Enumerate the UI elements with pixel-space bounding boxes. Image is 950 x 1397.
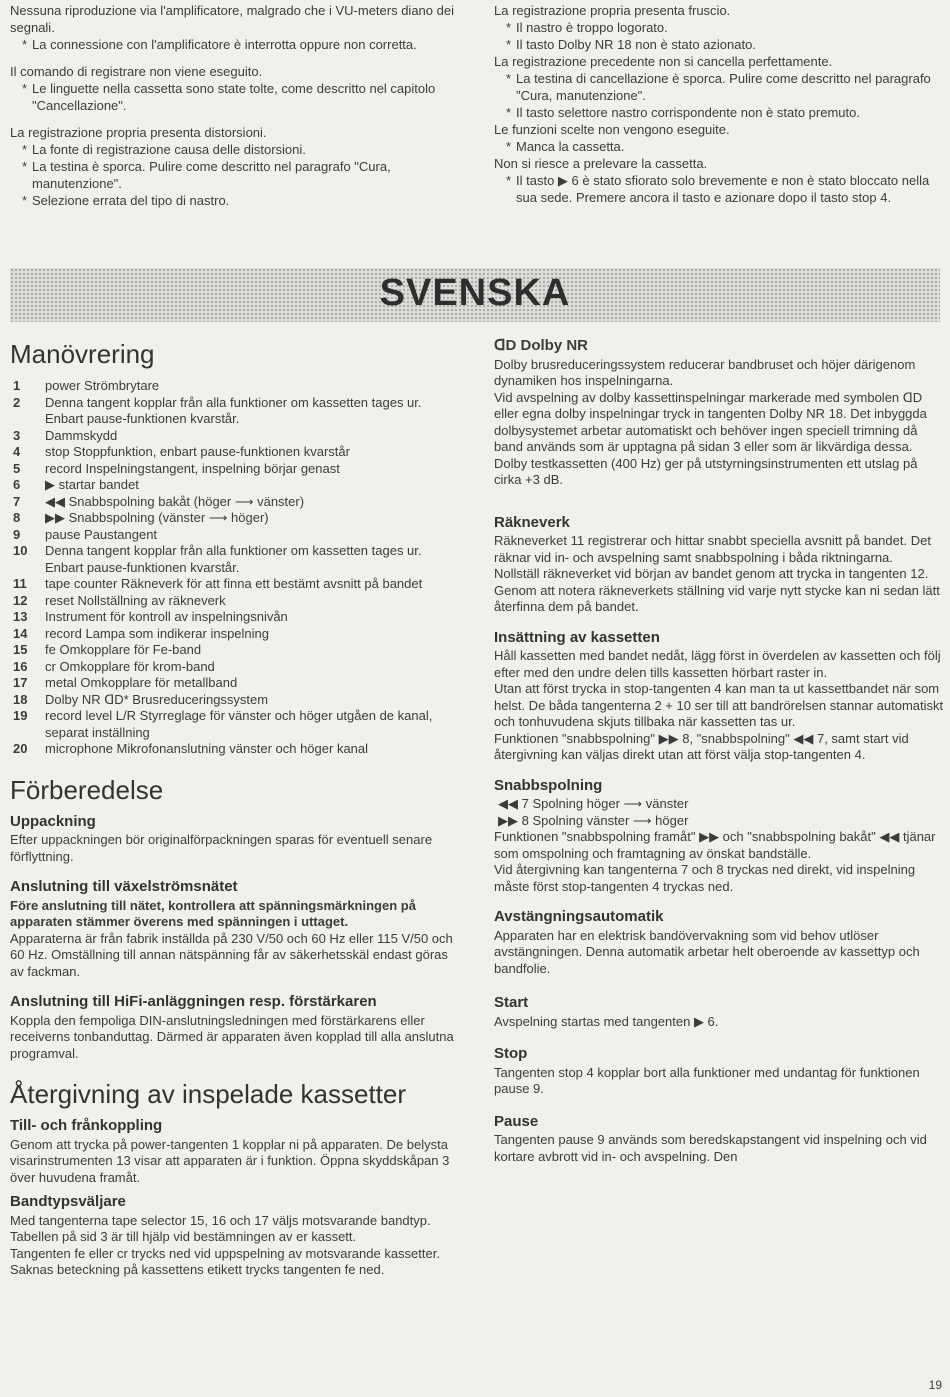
- list-item: 20 microphone Mikrofonanslutning vänster och höger kanal: [13, 741, 369, 756]
- paragraph: Dolby brusreduceringssystem reducerar bandbruset och höjer därigenom dynamiken hos inspelningarna.: [494, 356, 916, 388]
- paragraph: Funktionen "snabbspolning framåt" ▶▶ och "snabbspolning bakåt" ◀◀ tjänar som omspolning och framtagning av önskat bandställe.: [494, 829, 936, 861]
- bullet: * Il nastro è troppo logorato.: [494, 19, 944, 36]
- paragraph: Dolby testkassetten (400 Hz) ger på utstyrningsinstrumenten ett utslag på cirka +3 dB.: [494, 455, 918, 487]
- section-title-forberedelse: Förberedelse: [10, 774, 164, 805]
- list-item: 18 Dolby NR ᗡD* Brusreduceringssystem: [13, 691, 269, 707]
- list-item: 9 pause Paustangent: [13, 526, 158, 542]
- list-item: 8 ▶▶ Snabbspolning (vänster ⟶ höger): [13, 510, 269, 525]
- heading-pause: Pause: [494, 1112, 539, 1130]
- heading-snabbspolning: Snabbspolning: [494, 776, 603, 794]
- heading-insattning: Insättning av kassetten: [494, 628, 660, 646]
- language-title: SVENSKA: [379, 272, 571, 314]
- italian-troubleshooting-right: [494, 2, 944, 206]
- heading-till-fran: Till- och frånkoppling: [10, 1117, 163, 1134]
- bullet: * Il tasto selettore nastro corrispondente non è stato premuto.: [494, 104, 944, 121]
- bullet: * Il tasto Dolby NR 18 non è stato azionato.: [494, 36, 944, 53]
- heading-hifi: Anslutning till HiFi-anläggningen resp. förstärkaren: [10, 993, 377, 1010]
- left-column: [10, 338, 462, 1279]
- paragraph: Räkneverket 11 registrerar och hittar snabbt speciella avsnitt på bandet. Det räknar vid in- och avspelning samt snabbspolning i båda riktningarna.: [494, 533, 931, 565]
- bullet: * Le linguette nella cassetta sono state tolte, come descritto nel capitolo "Cancellazione".: [10, 80, 465, 114]
- paragraph: Nessuna riproduzione via l'amplificatore, malgrado che i VU-meters diano dei segnali.: [10, 3, 454, 35]
- paragraph: La registrazione propria presenta distorsioni.: [10, 125, 267, 140]
- heading-stop: Stop: [494, 1045, 528, 1062]
- right-column: [494, 338, 944, 1165]
- paragraph: Tangenten stop 4 kopplar bort alla funktioner med undantag för funktionen pause 9.: [494, 1064, 920, 1096]
- list-item: 14 record Lampa som indikerar inspelning: [13, 625, 270, 641]
- list-item: 4 stop Stoppfunktion, enbart pause-funktionen kvarstår: [13, 444, 350, 459]
- heading-bandtyp: Bandtypsväljare: [10, 1193, 126, 1210]
- paragraph: Genom att trycka på power-tangenten 1 kopplar ni på apparaten. De belysta visarinstrumenten 13 visar att apparaten är i funktion. Öppna skyddskåpan 3 över huvudena framåt.: [10, 1136, 450, 1185]
- paragraph: Vid avspelning av dolby kassettinspelningar markerade med symbolen ᗡD eller egna dolby inspelningar tryck in tangenten Dolby NR 18. Det inbyggda dolbysystemet arbetar automatiskt och behöver ingen speciell trimning då band används som är upptagna på sidan 3 eller som är likvärdiga dessa.: [494, 389, 927, 454]
- heading-avstangning: Avstängningsautomatik: [494, 908, 664, 925]
- paragraph: Med tangenterna tape selector 15, 16 och 17 väljs motsvarande bandtyp. Tabellen på sid 3 är till hjälp vid bestämningen av er kassett.: [10, 1212, 431, 1244]
- warning-text: Före anslutning till nätet, kontrollera att spänningsmärkningen på apparaten stämmer överens med spänningen i uttaget.: [10, 897, 416, 929]
- paragraph: La registrazione propria presenta fruscio.: [494, 3, 731, 18]
- bullet: * Selezione errata del tipo di nastro.: [10, 192, 465, 209]
- heading-start: Start: [494, 994, 529, 1011]
- list-item: 11 tape counter Räkneverk för att finna ett bestämt avsnitt på bandet: [13, 576, 423, 591]
- list-item: 17 metal Omkopplare för metallband: [13, 675, 238, 690]
- paragraph: Nollställ räkneverket vid början av bandet genom att trycka in tangenten 12. Genom att notera räkneverkets ställning vid varje nytt stycke kan ni sedan lätt återfinna dem på bandet.: [494, 566, 940, 614]
- paragraph: Avspelning startas med tangenten ▶ 6.: [494, 1013, 719, 1029]
- bullet: * Il tasto ▶ 6 è stato sfiorato solo brevemente e non è stato bloccato nella sua sede. Premere ancora il tasto e azionare dopo il tasto stop 4.: [494, 172, 944, 206]
- italian-troubleshooting-left: [10, 2, 465, 209]
- list-item: 19 record level L/R Styrreglage för vänster och höger utgåen de kanal, separat inställning: [13, 708, 433, 740]
- list-item: 16 cr Omkopplare för krom-band: [13, 658, 215, 674]
- list-item: 15 fe Omkopplare för Fe-band: [13, 642, 202, 657]
- list-item: 10 Denna tangent kopplar från alla funktioner om kassetten tages ur. Enbart pause-funktionen kvarstår.: [13, 543, 422, 575]
- list-item: 2 Denna tangent kopplar från alla funktioner om kassetten tages ur. Enbart pause-funktionen kvarstår.: [13, 394, 422, 426]
- paragraph: Tangenten fe eller cr trycks ned vid uppspelning av motsvarande kassetter. Saknas beteckning på kassettens etikett trycks tangenten fe ned.: [10, 1245, 440, 1277]
- bullet: * Manca la cassetta.: [494, 138, 944, 155]
- bullet: * La fonte di registrazione causa delle distorsioni.: [10, 141, 465, 158]
- paragraph: Koppla den fempoliga DIN-anslutningsledningen med förstärkarens eller receiverns tonbanduttag. Därmed är apparaten även kopplad till alla anslutna programval.: [10, 1012, 454, 1061]
- list-item: 12 reset Nollställning av räkneverk: [13, 592, 226, 608]
- list-item: 13 Instrument för kontroll av inspelningsnivån: [13, 609, 288, 624]
- paragraph: Efter uppackningen bör originalförpackningen sparas för eventuell senare förflyttning.: [10, 832, 433, 864]
- paragraph: Apparaterna är från fabrik inställda på 230 V/50 och 60 Hz eller 115 V/50 och 60 Hz. Omställning till annan nätspänning får av säkerhetsskäl endast göras av fackman.: [10, 930, 453, 979]
- list-item: 7 ◀◀ Snabbspolning bakåt (höger ⟶ vänster): [13, 493, 305, 509]
- list-item: 5 record Inspelningstangent, inspelning börjar genast: [13, 460, 340, 476]
- heading-uppackning: Uppackning: [10, 812, 96, 830]
- heading-dolby: ᗡD Dolby NR: [494, 337, 589, 354]
- bullet: * La connessione con l'amplificatore è interrotta oppure non corretta.: [10, 36, 465, 53]
- paragraph: Non si riesce a prelevare la cassetta.: [494, 156, 708, 171]
- paragraph: Funktionen "snabbspolning" ▶▶ 8, "snabbspolning" ◀◀ 7, samt start vid återgivning kan väljas direkt utan att först välja stop-tangenten 4.: [494, 730, 909, 762]
- heading-rakneverk: Räkneverk: [494, 513, 570, 531]
- paragraph: Håll kassetten med bandet nedåt, lägg först in överdelen av kassetten och följ efter med den undre delen tills kassetten hörbart raster in.: [494, 648, 941, 680]
- bullet: * La testina di cancellazione è sporca. Pulire come descritto nel paragrafo "Cura, manutenzione".: [494, 70, 944, 104]
- paragraph: Vid återgivning kan tangenterna 7 och 8 tryckas ned direkt, vid inspelning måste först stop-tangenten 4 tryckas ned.: [494, 862, 916, 894]
- heading-natet: Anslutning till växelströmsnätet: [10, 878, 238, 895]
- paragraph: Utan att först trycka in stop-tangenten 4 kan man ta ut kassettbandet när som helst. De båda tangenterna 2 + 10 ser till att bandrörelsen stannar automatiskt och tonhuvudena skjuts tillbaka när kassetten tas ur.: [494, 681, 944, 729]
- list-item: ▶▶ 8 Spolning vänster ⟶ höger: [498, 812, 689, 828]
- paragraph: Tangenten pause 9 används som beredskapstangent vid inspelning och vid kortare avbrott vid in- och avspelning. Den: [494, 1132, 927, 1164]
- bullet: * La testina è sporca. Pulire come descritto nel paragrafo "Cura, manutenzione".: [10, 158, 465, 192]
- list-item: 1 power Strömbrytare: [13, 378, 160, 393]
- paragraph: La registrazione precedente non si cancella perfettamente.: [494, 54, 833, 69]
- paragraph: Le funzioni scelte non vengono eseguite.: [494, 122, 730, 137]
- paragraph: Il comando di registrare non viene eseguito.: [10, 64, 263, 79]
- controls-list: [10, 378, 462, 758]
- page-number: 19: [928, 1378, 942, 1392]
- paragraph: Apparaten har en elektrisk bandövervakning som vid behov utlöser avstängningen. Denna automatik arbetar helt oberoende av kassettyp och bandfolie.: [494, 927, 920, 976]
- list-item: ◀◀ 7 Spolning höger ⟶ vänster: [498, 796, 689, 811]
- section-title-manovrering: Manövrering: [10, 339, 155, 369]
- list-item: 3 Dammskydd: [13, 427, 118, 443]
- section-title-atergivning: Återgivning av inspelade kassetter: [10, 1079, 407, 1109]
- list-item: 6 ▶ startar bandet: [13, 477, 139, 492]
